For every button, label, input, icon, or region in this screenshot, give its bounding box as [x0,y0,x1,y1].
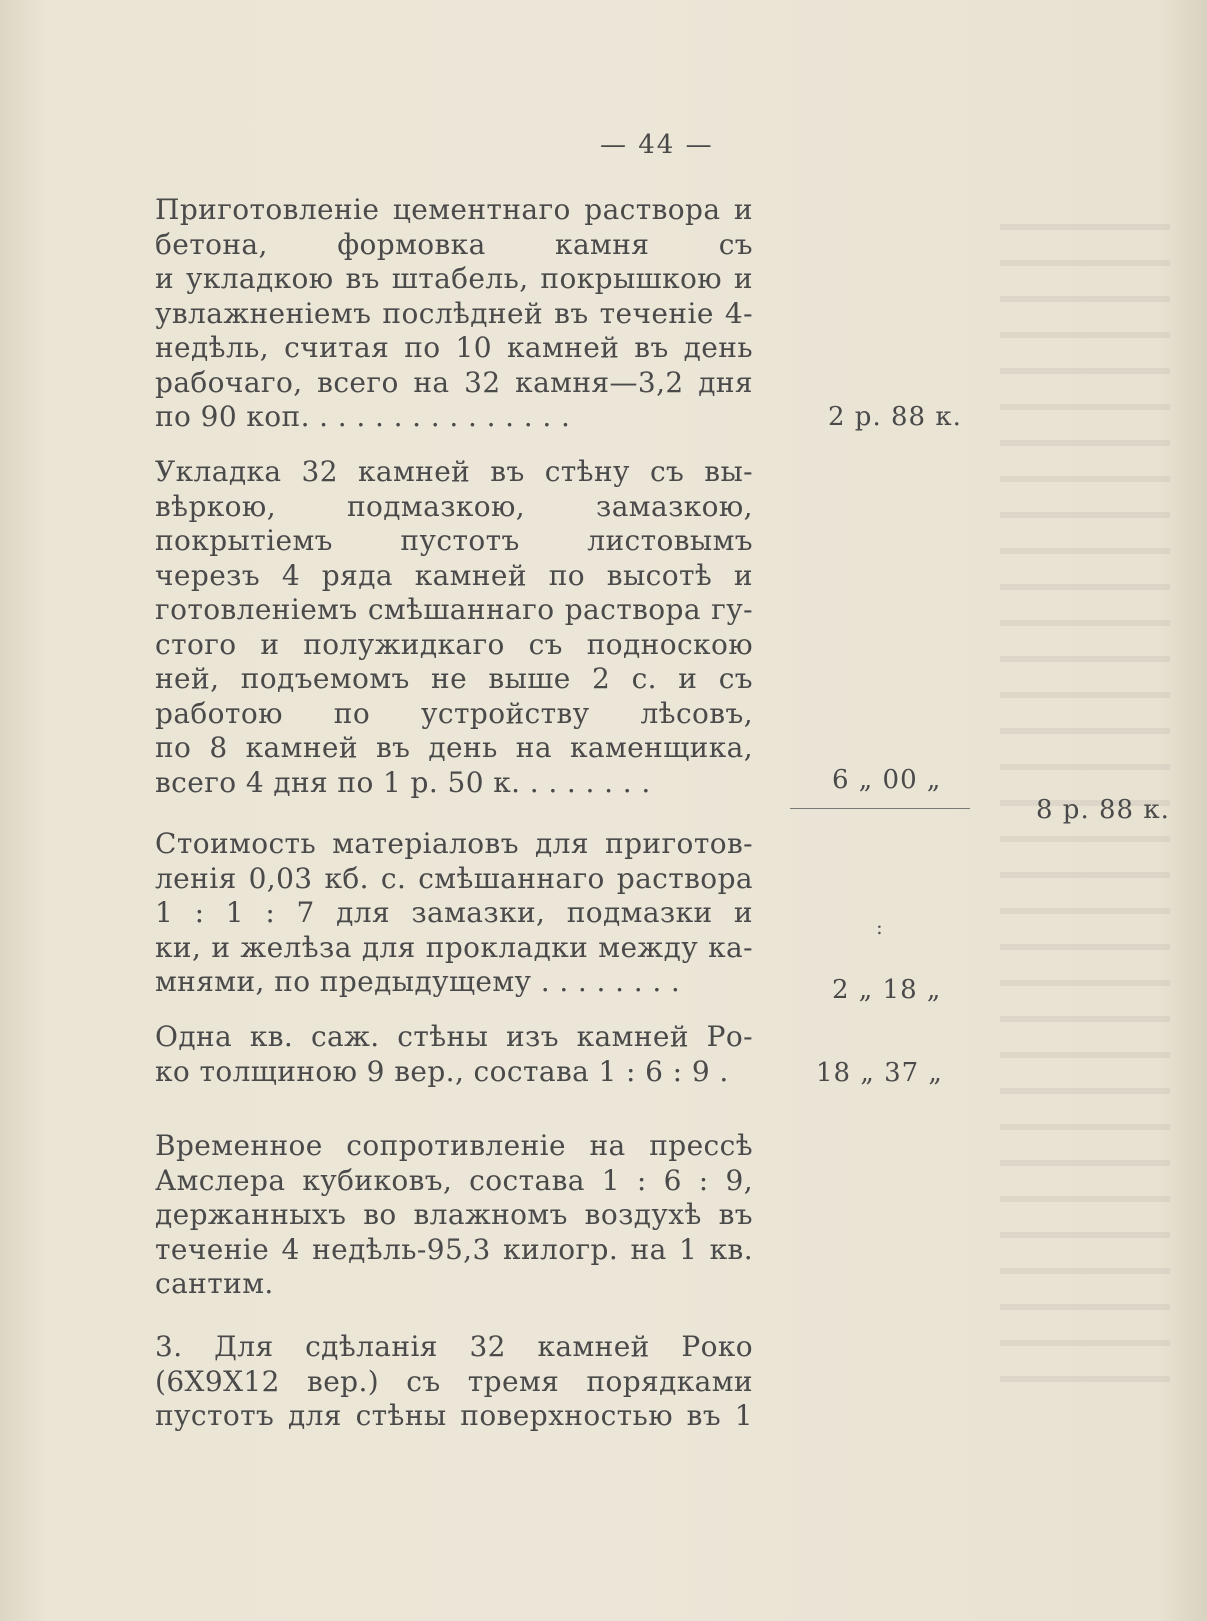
subtotal-amount: 8 р. 88 к. [1036,795,1170,825]
paragraph-section-3 [155,1330,753,1434]
text-line: теченіе 4 недѣль-95,3 килогр. на 1 кв. [155,1232,753,1266]
text-line: мнями, по предыдущему . . . . . . . . [155,965,681,998]
paragraph-stone-laying [155,455,753,800]
text-line: вѣркою, подмазкою, замазкою, [155,489,753,523]
paragraph-materials-cost [155,827,753,1000]
text-line: сантим. [155,1267,274,1300]
text-line: черезъ 4 ряда камней по высотѣ и [155,558,753,592]
text-line: Временное сопротивленіе на прессѣ [155,1129,753,1162]
text-line: работою по устройству лѣсовъ, [155,696,753,730]
text-line: ней, подъемомъ не выше 2 с. и съ [155,662,753,695]
text-line: стого и полужидкаго съ подноскою [155,627,753,661]
margin-dot: : [876,915,883,939]
paragraph-wall-total [155,1020,753,1089]
text-line: Стоимость матеріаловъ для приготов- [155,827,753,860]
text-line: недѣль, считая по 10 камней въ день [155,331,753,364]
paragraph-cement-preparation [155,193,753,435]
text-line: 1 : 1 : 7 для замазки, подмазки и [155,896,753,929]
subtotal-rule [790,808,970,809]
text-line: Укладка 32 камней въ стѣну съ вы- [155,455,753,488]
text-line: (6Х9Х12 вер.) съ тремя порядками [155,1364,753,1398]
amount-stone-laying: 6 „ 00 „ [832,765,942,795]
amount-materials-cost: 2 „ 18 „ [832,975,942,1005]
page-number: — 44 — [600,130,714,160]
text-line: Приготовленіе цементнаго раствора и [155,193,753,226]
text-line: Одна кв. саж. стѣны изъ камней Ро- [155,1020,753,1053]
text-line: покрытіемъ пустотъ листовымъ [155,524,753,557]
text-line: по 8 камней въ день на каменщика, [155,731,753,764]
text-line: ко толщиною 9 вер., состава 1 : 6 : 9 . [155,1054,729,1088]
text-line: и укладкою въ штабель, покрышкою и [155,262,753,295]
paragraph-resistance [155,1129,753,1302]
text-line: готовленіемъ смѣшаннаго раствора гу- [155,593,753,626]
text-line: рабочаго, всего на 32 камня—3,2 дня [155,365,753,399]
text-line: держанныхъ во влажномъ воздухѣ въ [155,1198,753,1231]
text-line: Амслера кубиковъ, состава 1 : 6 : 9, [155,1163,753,1197]
amount-wall-total: 18 „ 37 „ [816,1058,943,1088]
text-line: ленія 0,03 кб. с. смѣшаннаго раствора [155,861,753,895]
text-line: ки, и желѣза для прокладки между ка- [155,930,753,964]
text-line: 3. Для сдѣланія 32 камней Роко [155,1330,753,1363]
amount-cement-preparation: 2 р. 88 к. [828,402,962,432]
text-line: пустотъ для стѣны поверхностью въ 1 [155,1399,753,1432]
text-line: всего 4 дня по 1 р. 50 к. . . . . . . . [155,765,651,799]
text-line: по 90 коп. . . . . . . . . . . . . . . [155,400,571,433]
text-line: бетона, формовка камня съ [155,227,753,261]
text-line: увлажненіемъ послѣдней въ теченіе 4- [155,296,753,330]
